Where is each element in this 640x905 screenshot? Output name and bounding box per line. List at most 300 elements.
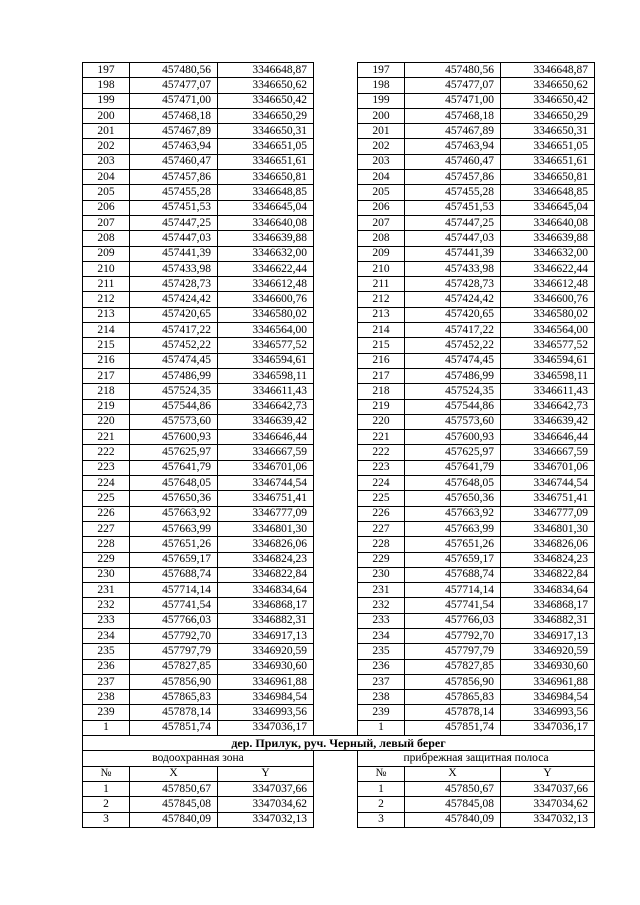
right-point-number: 1 [358,781,405,796]
left-point-number: 224 [83,476,130,491]
column-gap [314,628,358,643]
left-x-coordinate: 457417,22 [130,323,218,338]
table-row [83,215,595,230]
left-x-coordinate: 457766,03 [130,613,218,628]
right-x-coordinate: 457878,14 [405,705,501,720]
left-y-coordinate: 3346744,54 [218,476,314,491]
left-point-number: 3 [83,812,130,827]
left-point-number: 205 [83,185,130,200]
column-gap [314,430,358,445]
left-y-coordinate: 3346801,30 [218,521,314,536]
right-x-coordinate: 457433,98 [405,261,501,276]
right-point-number: 230 [358,567,405,582]
left-x-coordinate: 457471,00 [130,93,218,108]
right-point-number: 213 [358,307,405,322]
column-gap [314,506,358,521]
table-row [83,613,595,628]
right-y-coordinate: 3346611,43 [501,384,595,399]
left-y-coordinate: 3346639,88 [218,231,314,246]
column-gap [314,338,358,353]
column-gap [314,353,358,368]
right-point-number: 231 [358,583,405,598]
left-point-number: 225 [83,491,130,506]
right-y-coordinate: 3346640,08 [501,215,595,230]
column-gap [314,185,358,200]
left-point-number: 219 [83,399,130,414]
left-x-coordinate: 457468,18 [130,108,218,123]
right-point-number: 199 [358,93,405,108]
column-gap [314,766,358,781]
right-point-number: 226 [358,506,405,521]
table-row [83,78,595,93]
left-x-coordinate: 457851,74 [130,720,218,735]
left-point-number: 1 [83,781,130,796]
column-gap [314,215,358,230]
right-point-number: 232 [358,598,405,613]
left-y-coordinate: 3346650,31 [218,124,314,139]
right-point-number: 211 [358,277,405,292]
column-gap [314,537,358,552]
left-point-number: 212 [83,292,130,307]
column-gap [314,414,358,429]
right-point-number: 202 [358,139,405,154]
left-point-number: 226 [83,506,130,521]
right-x-coordinate: 457477,07 [405,78,501,93]
left-x-coordinate: 457460,47 [130,154,218,169]
right-x-coordinate: 457447,25 [405,215,501,230]
table-row [83,307,595,322]
right-point-number: 204 [358,170,405,185]
right-point-number: 200 [358,108,405,123]
column-gap [314,93,358,108]
left-y-coordinate: 3346824,23 [218,552,314,567]
left-x-coordinate: 457845,08 [130,797,218,812]
section-title: дер. Прилук, руч. Черный, левый берег [83,736,595,751]
right-y-coordinate: 3346701,06 [501,460,595,475]
right-y-coordinate: 3346920,59 [501,644,595,659]
right-y-coordinate: 3346612,48 [501,277,595,292]
column-gap [314,292,358,307]
left-y-coordinate: 3346577,52 [218,338,314,353]
left-y-coordinate: 3346930,60 [218,659,314,674]
right-y-coordinate: 3346744,54 [501,476,595,491]
table-row [83,414,595,429]
table-row [83,200,595,215]
left-x-coordinate: 457840,09 [130,812,218,827]
left-point-number: 232 [83,598,130,613]
column-gap [314,460,358,475]
right-y-coordinate: 3346639,42 [501,414,595,429]
table-row [83,231,595,246]
right-y-coordinate: 3346564,00 [501,323,595,338]
left-y-coordinate: 3346650,62 [218,78,314,93]
left-x-coordinate: 457792,70 [130,628,218,643]
left-point-number: 211 [83,277,130,292]
left-point-number: 228 [83,537,130,552]
right-x-coordinate: 457845,08 [405,797,501,812]
coordinates-table [82,62,595,828]
left-x-coordinate: 457424,42 [130,292,218,307]
left-y-coordinate: 3347032,13 [218,812,314,827]
right-x-coordinate: 457663,99 [405,521,501,536]
right-x-coordinate: 457451,53 [405,200,501,215]
left-x-coordinate: 457480,56 [130,63,218,78]
column-gap [314,368,358,383]
right-y-coordinate: 3346868,17 [501,598,595,613]
right-y-coordinate: 3346824,23 [501,552,595,567]
right-y-coordinate: 3346777,09 [501,506,595,521]
left-y-coordinate: 3346917,13 [218,628,314,643]
right-x-coordinate: 457850,67 [405,781,501,796]
table-row [83,628,595,643]
column-gap [314,613,358,628]
table-row [83,154,595,169]
table-row [83,781,595,796]
table-row [83,139,595,154]
left-y-coordinate: 3346650,29 [218,108,314,123]
right-x-coordinate: 457474,45 [405,353,501,368]
table-row [83,261,595,276]
column-gap [314,231,358,246]
table-row [83,812,595,827]
table-row [83,430,595,445]
left-y-coordinate: 3346622,44 [218,261,314,276]
right-point-number: 219 [358,399,405,414]
table-row [83,277,595,292]
right-x-coordinate: 457648,05 [405,476,501,491]
column-gap [314,108,358,123]
right-x-coordinate: 457766,03 [405,613,501,628]
column-gap [314,644,358,659]
left-x-coordinate: 457714,14 [130,583,218,598]
left-x-coordinate: 457600,93 [130,430,218,445]
left-col-y-header: Y [218,766,314,781]
left-point-number: 235 [83,644,130,659]
right-point-number: 234 [358,628,405,643]
left-point-number: 236 [83,659,130,674]
column-gap [314,200,358,215]
left-y-coordinate: 3346822,84 [218,567,314,582]
column-gap [314,598,358,613]
column-gap [314,139,358,154]
left-x-coordinate: 457452,22 [130,338,218,353]
right-y-coordinate: 3346645,04 [501,200,595,215]
table-row [83,476,595,491]
table-row [83,690,595,705]
right-x-coordinate: 457441,39 [405,246,501,261]
left-y-coordinate: 3346868,17 [218,598,314,613]
left-y-coordinate: 3346594,61 [218,353,314,368]
right-point-number: 227 [358,521,405,536]
table-row [83,399,595,414]
right-zone-label: прибрежная защитная полоса [358,751,595,766]
right-x-coordinate: 457659,17 [405,552,501,567]
right-x-coordinate: 457650,36 [405,491,501,506]
left-y-coordinate: 3346826,06 [218,537,314,552]
right-x-coordinate: 457417,22 [405,323,501,338]
left-x-coordinate: 457420,65 [130,307,218,322]
left-point-number: 199 [83,93,130,108]
right-point-number: 224 [358,476,405,491]
right-y-coordinate: 3346667,59 [501,445,595,460]
left-x-coordinate: 457797,79 [130,644,218,659]
left-point-number: 237 [83,674,130,689]
column-gap [314,797,358,812]
left-y-coordinate: 3346611,43 [218,384,314,399]
left-x-coordinate: 457544,86 [130,399,218,414]
right-point-number: 239 [358,705,405,720]
table-row [83,170,595,185]
left-x-coordinate: 457463,94 [130,139,218,154]
right-y-coordinate: 3346917,13 [501,628,595,643]
right-y-coordinate: 3346882,31 [501,613,595,628]
left-point-number: 1 [83,720,130,735]
table-row [83,124,595,139]
right-point-number: 237 [358,674,405,689]
right-y-coordinate: 3346646,44 [501,430,595,445]
left-point-number: 209 [83,246,130,261]
left-y-coordinate: 3346651,61 [218,154,314,169]
left-point-number: 234 [83,628,130,643]
right-x-coordinate: 457851,74 [405,720,501,735]
table-row [83,583,595,598]
right-x-coordinate: 457688,74 [405,567,501,582]
right-x-coordinate: 457468,18 [405,108,501,123]
right-point-number: 221 [358,430,405,445]
right-point-number: 217 [358,368,405,383]
right-x-coordinate: 457420,65 [405,307,501,322]
left-point-number: 239 [83,705,130,720]
column-gap [314,491,358,506]
right-col-num-header: № [358,766,405,781]
right-x-coordinate: 457797,79 [405,644,501,659]
right-x-coordinate: 457455,28 [405,185,501,200]
left-x-coordinate: 457441,39 [130,246,218,261]
left-y-coordinate: 3346993,56 [218,705,314,720]
right-point-number: 229 [358,552,405,567]
left-point-number: 217 [83,368,130,383]
left-point-number: 218 [83,384,130,399]
left-y-coordinate: 3346650,81 [218,170,314,185]
right-y-coordinate: 3346984,54 [501,690,595,705]
right-y-coordinate: 3346642,73 [501,399,595,414]
right-point-number: 218 [358,384,405,399]
right-x-coordinate: 457544,86 [405,399,501,414]
left-x-coordinate: 457741,54 [130,598,218,613]
left-y-coordinate: 3346564,00 [218,323,314,338]
right-x-coordinate: 457714,14 [405,583,501,598]
column-gap [314,690,358,705]
table-row [83,445,595,460]
right-y-coordinate: 3347037,66 [501,781,595,796]
right-x-coordinate: 457625,97 [405,445,501,460]
right-point-number: 201 [358,124,405,139]
right-x-coordinate: 457840,09 [405,812,501,827]
right-x-coordinate: 457486,99 [405,368,501,383]
left-point-number: 227 [83,521,130,536]
right-point-number: 222 [358,445,405,460]
column-gap [314,445,358,460]
column-gap [314,124,358,139]
table-row [83,552,595,567]
left-y-coordinate: 3346648,85 [218,185,314,200]
column-gap [314,154,358,169]
right-y-coordinate: 3346577,52 [501,338,595,353]
table-row [83,353,595,368]
column-gap [314,781,358,796]
left-point-number: 233 [83,613,130,628]
column-gap [314,812,358,827]
column-gap [314,720,358,735]
left-y-coordinate: 3346646,44 [218,430,314,445]
right-y-coordinate: 3346650,81 [501,170,595,185]
left-y-coordinate: 3346701,06 [218,460,314,475]
right-col-x-header: X [405,766,501,781]
left-y-coordinate: 3346961,88 [218,674,314,689]
left-x-coordinate: 457455,28 [130,185,218,200]
left-point-number: 204 [83,170,130,185]
table-row [83,674,595,689]
right-x-coordinate: 457467,89 [405,124,501,139]
left-x-coordinate: 457467,89 [130,124,218,139]
table-row [83,384,595,399]
left-y-coordinate: 3347034,62 [218,797,314,812]
left-point-number: 206 [83,200,130,215]
right-x-coordinate: 457460,47 [405,154,501,169]
right-x-coordinate: 457792,70 [405,628,501,643]
left-y-coordinate: 3346600,76 [218,292,314,307]
right-x-coordinate: 457452,22 [405,338,501,353]
right-y-coordinate: 3346648,85 [501,185,595,200]
coordinates-body [83,63,595,736]
right-x-coordinate: 457424,42 [405,292,501,307]
column-gap [314,323,358,338]
column-gap [314,659,358,674]
table-row [83,323,595,338]
right-y-coordinate: 3346622,44 [501,261,595,276]
right-point-number: 198 [358,78,405,93]
column-gap [314,307,358,322]
right-point-number: 215 [358,338,405,353]
right-x-coordinate: 457428,73 [405,277,501,292]
left-point-number: 200 [83,108,130,123]
table-row [83,521,595,536]
left-point-number: 203 [83,154,130,169]
left-col-x-header: X [130,766,218,781]
right-x-coordinate: 457865,83 [405,690,501,705]
right-x-coordinate: 457641,79 [405,460,501,475]
left-point-number: 220 [83,414,130,429]
left-col-num-header: № [83,766,130,781]
right-y-coordinate: 3346632,00 [501,246,595,261]
right-point-number: 1 [358,720,405,735]
table-row [83,537,595,552]
left-point-number: 2 [83,797,130,812]
left-point-number: 223 [83,460,130,475]
left-y-coordinate: 3346580,02 [218,307,314,322]
left-x-coordinate: 457850,67 [130,781,218,796]
right-y-coordinate: 3346993,56 [501,705,595,720]
right-y-coordinate: 3346650,42 [501,93,595,108]
right-point-number: 216 [358,353,405,368]
right-y-coordinate: 3346600,76 [501,292,595,307]
left-point-number: 221 [83,430,130,445]
left-x-coordinate: 457856,90 [130,674,218,689]
table-row [83,659,595,674]
left-x-coordinate: 457663,99 [130,521,218,536]
section-coordinates-body [83,781,595,827]
left-point-number: 197 [83,63,130,78]
left-x-coordinate: 457865,83 [130,690,218,705]
column-gap [314,170,358,185]
table-row [83,705,595,720]
left-x-coordinate: 457663,92 [130,506,218,521]
right-y-coordinate: 3346651,05 [501,139,595,154]
left-y-coordinate: 3346882,31 [218,613,314,628]
left-x-coordinate: 457433,98 [130,261,218,276]
left-x-coordinate: 457688,74 [130,567,218,582]
left-x-coordinate: 457648,05 [130,476,218,491]
right-x-coordinate: 457651,26 [405,537,501,552]
right-y-coordinate: 3346651,61 [501,154,595,169]
right-x-coordinate: 457524,35 [405,384,501,399]
column-gap [314,63,358,78]
left-x-coordinate: 457447,25 [130,215,218,230]
right-x-coordinate: 457827,85 [405,659,501,674]
right-point-number: 238 [358,690,405,705]
column-gap [314,583,358,598]
left-y-coordinate: 3347036,17 [218,720,314,735]
right-x-coordinate: 457457,86 [405,170,501,185]
right-col-y-header: Y [501,766,595,781]
left-y-coordinate: 3346834,64 [218,583,314,598]
column-gap [314,78,358,93]
left-y-coordinate: 3346651,05 [218,139,314,154]
right-point-number: 235 [358,644,405,659]
right-y-coordinate: 3346648,87 [501,63,595,78]
left-y-coordinate: 3346751,41 [218,491,314,506]
right-point-number: 210 [358,261,405,276]
table-row [83,338,595,353]
left-point-number: 215 [83,338,130,353]
left-point-number: 231 [83,583,130,598]
left-y-coordinate: 3346984,54 [218,690,314,705]
column-gap [314,476,358,491]
left-y-coordinate: 3346598,11 [218,368,314,383]
right-x-coordinate: 457447,03 [405,231,501,246]
table-row [83,185,595,200]
left-y-coordinate: 3347037,66 [218,781,314,796]
left-point-number: 214 [83,323,130,338]
left-point-number: 222 [83,445,130,460]
right-point-number: 3 [358,812,405,827]
right-point-number: 220 [358,414,405,429]
right-y-coordinate: 3347032,13 [501,812,595,827]
left-y-coordinate: 3346920,59 [218,644,314,659]
table-row [83,93,595,108]
right-y-coordinate: 3347034,62 [501,797,595,812]
right-point-number: 203 [358,154,405,169]
left-zone-label: водоохранная зона [83,751,314,766]
left-point-number: 229 [83,552,130,567]
left-point-number: 208 [83,231,130,246]
left-x-coordinate: 457447,03 [130,231,218,246]
right-point-number: 206 [358,200,405,215]
right-point-number: 228 [358,537,405,552]
right-x-coordinate: 457480,56 [405,63,501,78]
column-gap [314,521,358,536]
table-row [83,797,595,812]
